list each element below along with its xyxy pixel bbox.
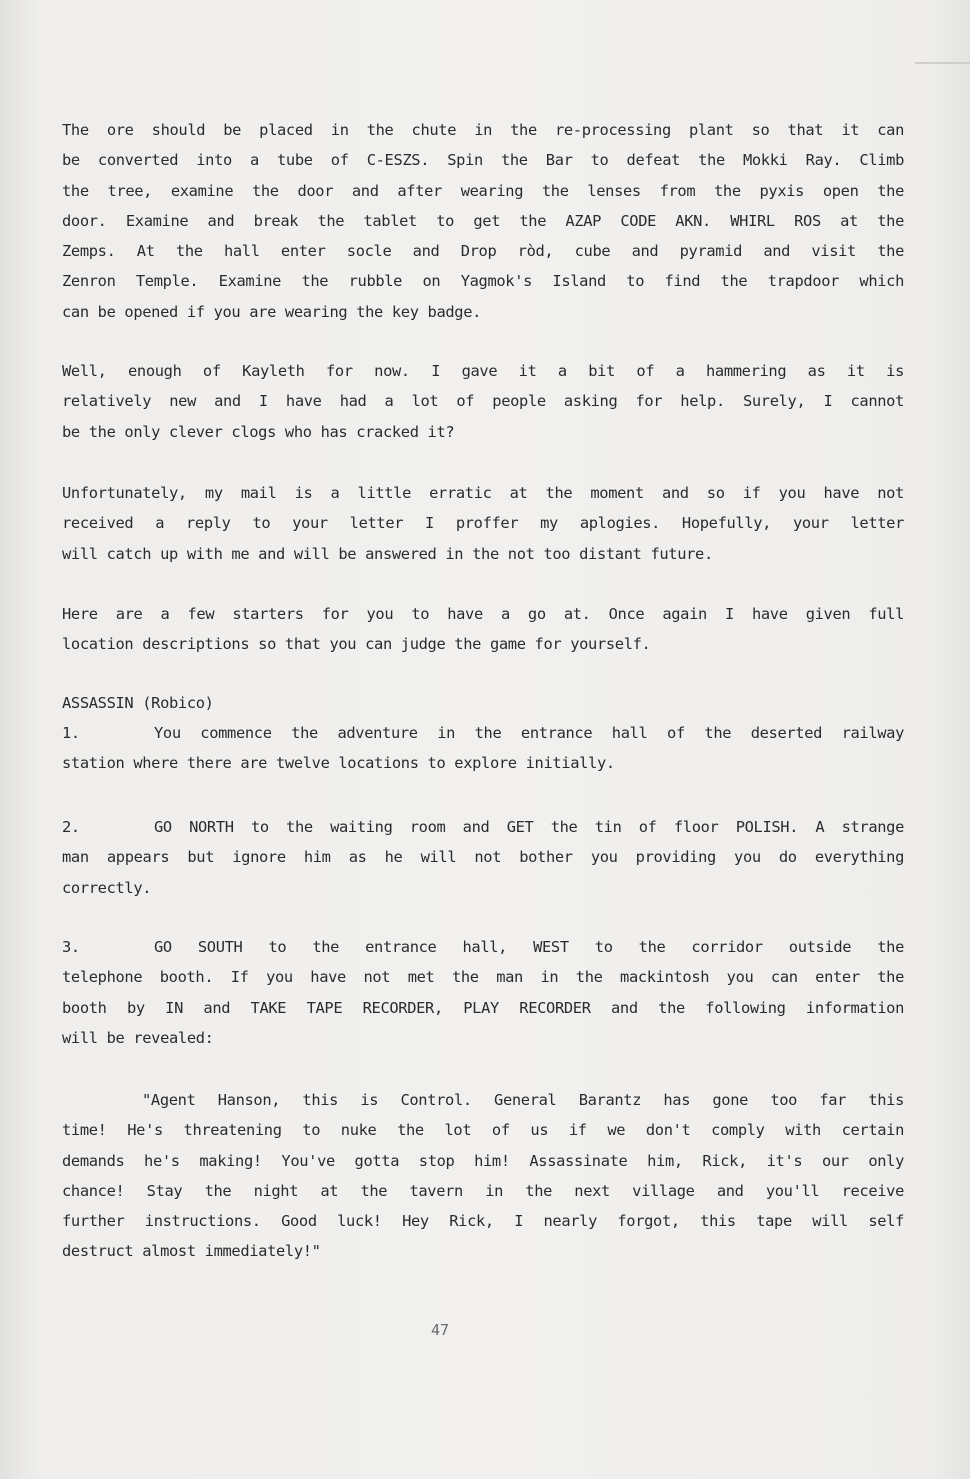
- text-line: door. Examine and break the tablet to get the AZAP CODE AKN. WHIRL ROS at the: [62, 211, 904, 230]
- text-line: be converted into a tube of C-ESZS. Spin the Bar to defeat the Mokki Ray. Climb: [62, 151, 904, 170]
- text-line: the tree, examine the door and after wearing the lenses from the pyxis open the: [62, 181, 904, 200]
- step-number: 2.: [62, 818, 80, 836]
- step-3: [62, 932, 904, 1053]
- section-heading-assassin: ASSASSIN (Robico): [62, 694, 214, 712]
- page-number: 47: [430, 1321, 450, 1339]
- text-line: be the only clever clogs who has cracked it?: [62, 422, 455, 441]
- text-line: destruct almost immediately!": [62, 1242, 321, 1261]
- paragraph-mail-apology: [62, 478, 904, 569]
- text-line: location descriptions so that you can judge the game for yourself.: [62, 635, 651, 654]
- text-line: "Agent Hanson, this is Control. General Barantz has gone too far this: [142, 1091, 904, 1109]
- text-line: received a reply to your letter I proffer my aplogies. Hopefully, your letter: [62, 514, 904, 533]
- text-line: will be revealed:: [62, 1028, 214, 1047]
- text-line: Zenron Temple. Examine the rubble on Yagmok's Island to find the trapdoor which: [62, 272, 904, 291]
- text-line: GO NORTH to the waiting room and GET the tin of floor POLISH. A strange: [154, 818, 904, 836]
- text-line: booth by IN and TAKE TAPE RECORDER, PLAY RECORDER and the following information: [62, 998, 904, 1017]
- step-1: [62, 718, 904, 779]
- text-line: can be opened if you are wearing the key badge.: [62, 302, 482, 321]
- paragraph-kayleth-closing: [62, 356, 904, 447]
- text-line: Zemps. At the hall enter socle and Drop ròd, cube and pyramid and visit the: [62, 242, 904, 261]
- text-line: man appears but ignore him as he will not bother you providing you do everything: [62, 848, 904, 867]
- text-line: chance! Stay the night at the tavern in the next village and you'll receive: [62, 1181, 904, 1200]
- text-line: GO SOUTH to the entrance hall, WEST to the corridor outside the: [154, 938, 904, 956]
- tape-recorder-message: [62, 1085, 904, 1267]
- text-line: Here are a few starters for you to have a go at. Once again I have given full: [62, 605, 904, 623]
- text-line: telephone booth. If you have not met the man in the mackintosh you can enter the: [62, 968, 904, 987]
- text-line: Unfortunately, my mail is a little erratic at the moment and so if you have not: [62, 484, 904, 502]
- text-line: demands he's making! You've gotta stop him! Assassinate him, Rick, it's our only: [62, 1151, 904, 1170]
- text-line: correctly.: [62, 878, 152, 897]
- paragraph-kayleth-solution: [62, 115, 904, 327]
- page-edge-mark: [915, 62, 970, 64]
- text-line: relatively new and I have had a lot of people asking for help. Surely, I cannot: [62, 392, 904, 411]
- step-number: 3.: [62, 938, 80, 956]
- text-line: The ore should be placed in the chute in the re-processing plant so that it can: [62, 121, 904, 139]
- step-number: 1.: [62, 724, 80, 742]
- text-line: station where there are twelve locations to explore initially.: [62, 754, 615, 773]
- text-line: Well, enough of Kayleth for now. I gave it a bit of a hammering as it is: [62, 362, 904, 380]
- step-2: [62, 812, 904, 903]
- text-line: time! He's threatening to nuke the lot of us if we don't comply with certain: [62, 1121, 904, 1140]
- text-line: further instructions. Good luck! Hey Rick, I nearly forgot, this tape will self: [62, 1212, 904, 1231]
- text-line: will catch up with me and will be answered in the not too distant future.: [62, 544, 713, 563]
- text-line: You commence the adventure in the entrance hall of the deserted railway: [154, 724, 904, 742]
- paragraph-starters: [62, 599, 904, 660]
